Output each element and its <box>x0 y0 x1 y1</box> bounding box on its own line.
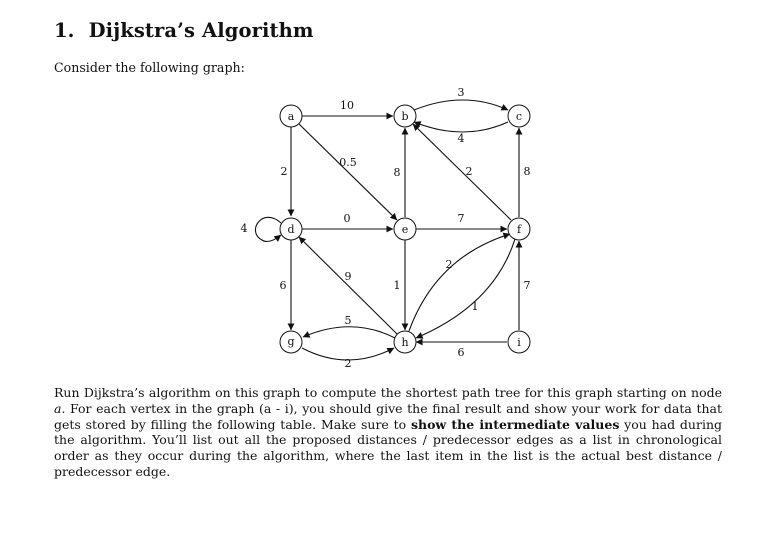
weight-a-b: 10 <box>340 99 354 112</box>
weight-d-e: 0 <box>343 212 351 225</box>
edge-h-g <box>303 327 395 338</box>
weight-f-h: 1 <box>471 300 479 313</box>
weight-e-h: 1 <box>393 279 401 292</box>
node-label-g: g <box>287 335 295 348</box>
weight-c-b: 4 <box>457 132 465 145</box>
node-label-b: b <box>401 110 409 123</box>
weight-i-f: 7 <box>523 279 531 292</box>
weight-a-e: 0.5 <box>339 156 357 169</box>
node-label-c: c <box>515 110 523 123</box>
node-label-h: h <box>401 336 409 349</box>
weight-b-c: 3 <box>457 86 465 99</box>
section-number: 1. <box>54 19 75 42</box>
weight-h-f: 2 <box>445 258 453 271</box>
edge-c-b <box>414 122 508 132</box>
node-label-i: i <box>517 336 521 349</box>
weight-i-h: 6 <box>457 346 465 359</box>
node-label-e: e <box>401 223 409 236</box>
start-node: a <box>54 400 62 416</box>
section-title: Dijkstra’s Algorithm <box>88 19 314 42</box>
node-label-a: a <box>287 110 295 123</box>
weight-d-d: 4 <box>240 222 248 235</box>
weight-d-g: 6 <box>279 279 287 292</box>
weight-h-g: 5 <box>344 314 352 327</box>
weight-f-b: 2 <box>465 165 473 178</box>
emphasis-text: show the intermediate values <box>410 416 620 432</box>
instructions-paragraph: Run Dijkstra’s algorithm on this graph to compute the shortest path tree for this graph starting on node a. For each vertex in the graph (a - i), you should give the final result and show your work for data that gets stored by filling the following table. Make sure to show the intermediate values you had during the algorithm. You’ll list out all the proposed distances / predecessor edges as a list in chronological order as they occur during the algorithm, where the last item in the list is the actual best distance / predecessor edge. <box>54 385 722 479</box>
weight-g-h: 2 <box>344 357 352 370</box>
weight-h-d: 9 <box>344 270 352 283</box>
weight-e-f: 7 <box>457 212 465 225</box>
node-label-f: f <box>516 223 522 236</box>
node-label-d: d <box>287 223 295 236</box>
edge-b-c <box>414 100 508 110</box>
weight-a-d: 2 <box>280 165 288 178</box>
edge-a-e <box>299 124 397 220</box>
weight-f-c: 8 <box>523 165 531 178</box>
edge-d-d <box>255 217 281 241</box>
intro-text: Consider the following graph: <box>54 60 245 75</box>
weight-e-b: 8 <box>393 166 401 179</box>
edge-h-f <box>409 234 510 331</box>
